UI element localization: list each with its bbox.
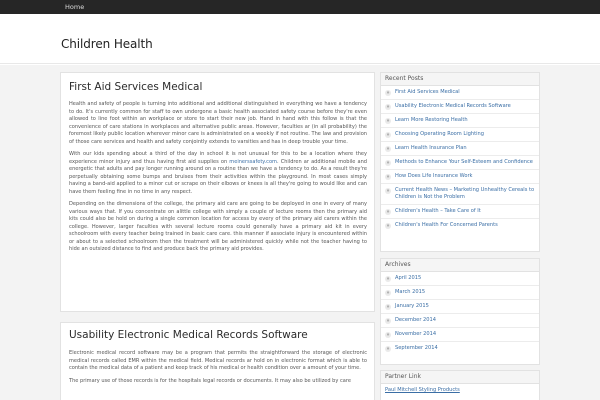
list-item[interactable] [381,114,539,128]
recent-post-link[interactable]: Current Health News – Marketing Unhealthy Cereals to Children is Not the Problem [395,187,535,200]
nav-home-link[interactable]: Home [65,3,85,11]
post-paragraph [69,151,367,196]
site-title[interactable]: Children Health [61,37,153,51]
archive-link[interactable]: September 2014 [395,345,438,351]
list-item[interactable] [381,314,539,328]
bullet-icon: » [386,145,390,152]
widget-title: Archives [381,259,539,272]
recent-posts-widget [380,72,540,252]
recent-post-link[interactable]: Learn More Restoring Health [395,117,468,123]
bullet-icon: » [386,331,390,338]
post-first-aid [60,72,375,312]
list-item[interactable] [381,205,539,219]
archive-link[interactable]: January 2015 [395,303,429,309]
widget-title: Partner Link [381,371,539,384]
bullet-icon: » [386,117,390,124]
recent-post-link[interactable]: How Does Life Insurance Work [395,173,473,179]
widget-title: Recent Posts [381,73,539,86]
list-item[interactable] [381,286,539,300]
meinerssafety-link[interactable]: meinerssafety.com [229,158,277,165]
recent-post-link[interactable]: Choosing Operating Room Lighting [395,131,484,137]
list-item[interactable] [381,342,539,355]
post-paragraph: The primary use of those records is for the hospitals legal records or documents. It may also be utilized by care [69,377,351,384]
bullet-icon: » [386,317,390,324]
partner-link[interactable]: Paul Mitchell Styling Products [385,387,460,393]
bullet-icon: » [386,159,390,166]
paragraph-text: . Children ar additional mobile and energetic that adults and pay longer running around on a routine than we have a tendency to do. As a result they're perpetually obtaining some bumps and bruises from their activities within the playground. In most cases simply having a band-aid applied to a minor cut or scrape on their elbows or knees is all they're going to would like and can have them feeling fine in no time in any respect. [69,158,367,195]
bullet-icon: » [386,208,390,215]
list-item[interactable] [381,142,539,156]
bullet-icon: » [386,89,390,96]
post-usability-emr [60,322,375,400]
recent-post-link[interactable]: Learn Health Insurance Plan [395,145,467,151]
list-item[interactable] [381,156,539,170]
post-paragraph: Depending on the dimensions of the college, the primary aid care are going to be deployed in one in every of many various ways that. If you concentrate on alittle college with simply a couple of lecture rooms then the primary aid kits could also be hold on during a single common location for access by every of the primary aid carers within the college. However, larger faculties with several lecture rooms could generally have a primary aid kit in every schoolroom with every teacher being trained in basic care care. this manner if associate injury is encountered within or about to a selected schoolroom then the treatment will be administered quickly while not the teacher having to hide an outsized distance to find and produce back the primary aid provides. [69,201,367,252]
list-item[interactable] [381,170,539,184]
bullet-icon: » [386,303,390,310]
archives-list [381,272,539,355]
recent-post-link[interactable]: First Aid Services Medical [395,89,460,95]
bullet-icon: » [386,187,390,194]
recent-post-link[interactable]: Children's Health For Concerned Parents [395,222,498,228]
post-paragraph: Electronic medical record software may be a program that permits the straightforward the storage of electronic medical records called EMR within the medical field. Medical records ar hold on in electronic format which is able to contain the medical data of a patient and keep track of his medical or health condition over a amount of your time. [69,350,367,371]
archives-widget [380,258,540,365]
list-item[interactable] [381,300,539,314]
list-item[interactable] [381,100,539,114]
list-item[interactable] [381,184,539,205]
list-item[interactable] [381,328,539,342]
recent-post-link[interactable]: Usability Electronic Medical Records Software [395,103,511,109]
bullet-icon: » [386,345,390,352]
archive-link[interactable]: December 2014 [395,317,436,323]
partner-link-widget [380,370,540,400]
list-item[interactable] [381,128,539,142]
post-body [69,350,367,390]
post-title[interactable]: First Aid Services Medical [69,81,203,93]
post-paragraph: Health and safety of people is turning into additional and additional distinguished in everything we have a tendency to do. It's currently common for staff to own undergone a basic health associated safety course before they're even allowed to line foot within an workplace or store to start their new job. Hand in hand with this follow is that the convenience of care stations in workplaces and alternative public areas. However, faculties ar (in all probability) the foremost likely public location wherever minor care is administrated on a weekly if not routine. The law and provision of those care services and health and safety conjointly extends to varsities and has in deep trouble your time. [69,101,367,145]
bullet-icon: » [386,173,390,180]
recent-posts-list [381,86,539,232]
list-item[interactable] [381,272,539,286]
site-header [0,14,600,64]
top-nav-bar [0,0,600,14]
list-item[interactable] [381,86,539,100]
paragraph-text: With our kids spending about a third of the day in school it is not unusual for this to be a location where they experience minor injury and thus having first aid supplies on [69,151,367,165]
post-body [69,101,367,259]
post-title[interactable]: Usability Electronic Medical Records Software [69,329,308,341]
archive-link[interactable]: March 2015 [395,289,426,295]
bullet-icon: » [386,103,390,110]
bullet-icon: » [386,222,390,229]
archive-link[interactable]: April 2015 [395,275,422,281]
archive-link[interactable]: November 2014 [395,331,437,337]
recent-post-link[interactable]: Children's Health – Take Care of It [395,208,481,214]
bullet-icon: » [386,289,390,296]
bullet-icon: » [386,131,390,138]
bullet-icon: » [386,275,390,282]
recent-post-link[interactable]: Methods to Enhance Your Self-Esteem and Confidence [395,159,533,165]
list-item[interactable] [381,219,539,232]
